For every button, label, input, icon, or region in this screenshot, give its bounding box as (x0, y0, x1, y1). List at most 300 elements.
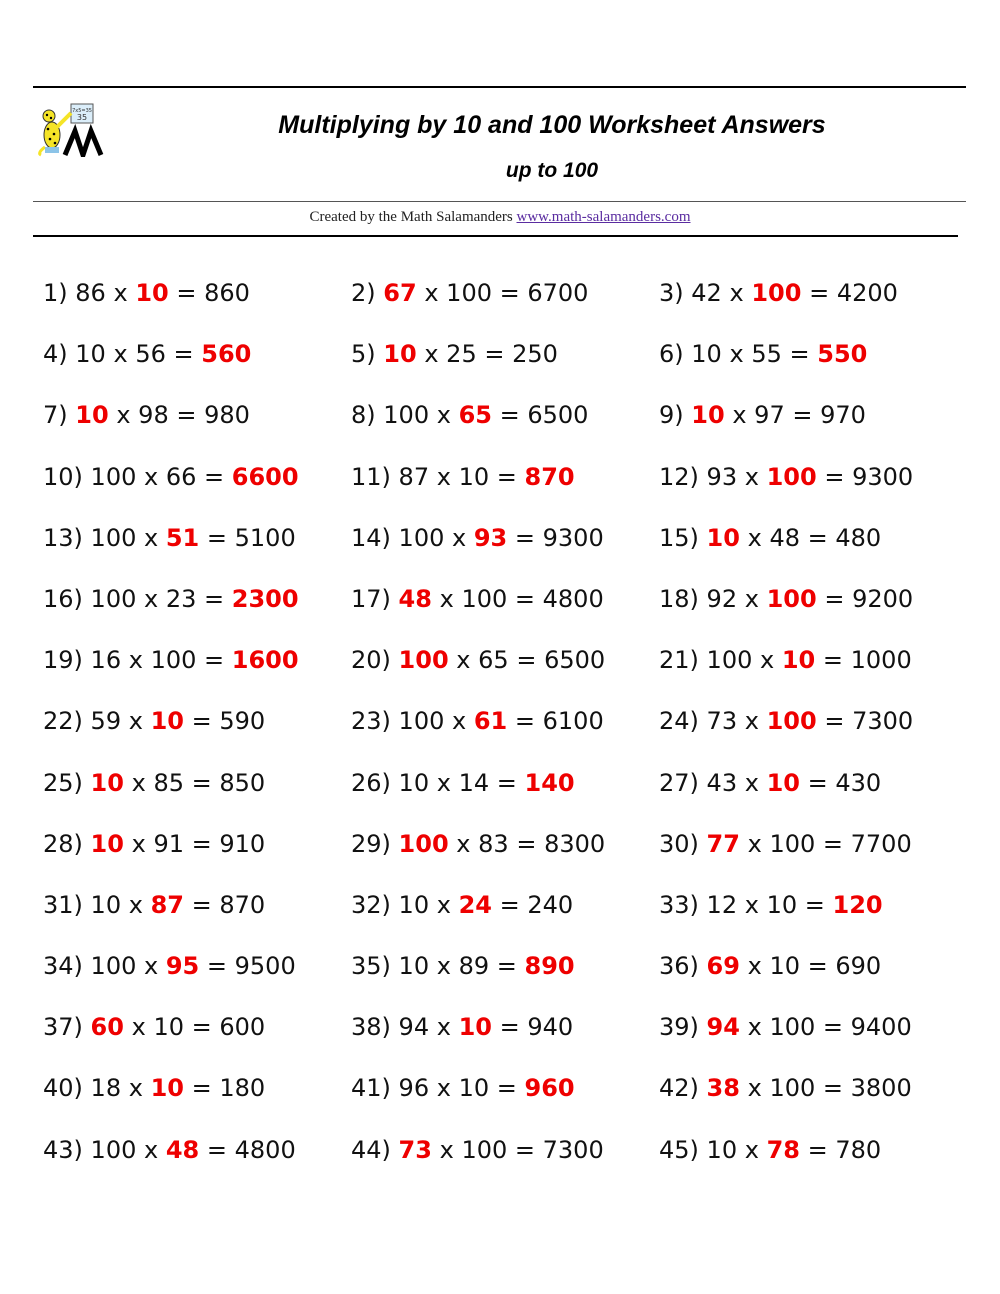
problem-number: 5) (351, 340, 376, 369)
operand-a: 10 (398, 952, 430, 981)
times-sign: x (131, 768, 146, 797)
problem-item (351, 1131, 659, 1192)
times-sign: x (744, 1135, 759, 1164)
operand-b-answer: 61 (473, 707, 508, 736)
operand-b-answer: 10 (781, 646, 816, 675)
product-answer: 1600 (231, 646, 299, 675)
product: 3800 (850, 1074, 912, 1103)
problem-item (43, 702, 351, 763)
problem-number: 38) (351, 1013, 391, 1042)
product: 4200 (836, 279, 898, 307)
equals-sign: = (824, 707, 845, 736)
equals-sign: = (176, 279, 197, 307)
problem-number: 24) (659, 707, 699, 736)
problem-item (351, 1008, 659, 1069)
equals-sign: = (204, 646, 225, 675)
problem-item (43, 825, 351, 886)
problem-number: 13) (43, 523, 83, 552)
product: 910 (219, 829, 266, 858)
operand-b: 66 (165, 462, 197, 491)
operand-a: 100 (398, 523, 445, 552)
problem-number: 41) (351, 1074, 391, 1103)
operand-b: 97 (754, 401, 785, 430)
operand-a-answer: 10 (90, 768, 124, 797)
times-sign: x (116, 401, 131, 430)
problem-number: 37) (43, 1013, 83, 1042)
operand-b: 100 (446, 279, 492, 307)
problem-item (43, 1131, 351, 1192)
problem-item (659, 947, 963, 1008)
problem-number: 3) (659, 279, 684, 307)
svg-text:7x5=35: 7x5=35 (72, 108, 92, 114)
equals-sign: = (499, 1013, 520, 1042)
problem-item (351, 519, 659, 580)
header-bottom-rule (33, 235, 958, 237)
problem-number: 1) (43, 279, 68, 307)
product: 9400 (850, 1013, 912, 1042)
operand-a: 100 (383, 401, 430, 430)
product: 870 (219, 890, 266, 919)
product-answer: 140 (524, 768, 575, 797)
operand-b: 91 (153, 829, 184, 858)
times-sign: x (436, 768, 451, 797)
times-sign: x (744, 584, 759, 613)
problem-item (351, 335, 659, 396)
problem-item (43, 641, 351, 702)
operand-b: 100 (461, 584, 508, 613)
times-sign: x (436, 462, 451, 491)
operand-b-answer: 93 (473, 523, 508, 552)
operand-a: 93 (706, 462, 738, 491)
problem-item (351, 396, 659, 457)
problem-item (43, 458, 351, 519)
product-answer: 120 (832, 890, 883, 919)
problem-item (659, 702, 963, 763)
product: 970 (820, 401, 866, 430)
equals-sign: = (514, 584, 535, 613)
operand-b-answer: 65 (458, 401, 492, 430)
equals-sign: = (514, 1135, 535, 1164)
problem-number: 9) (659, 401, 684, 430)
product: 690 (835, 952, 882, 981)
problem-item (351, 702, 659, 763)
equals-sign: = (191, 707, 212, 736)
problem-item (43, 886, 351, 947)
times-sign: x (729, 279, 744, 307)
problem-number: 14) (351, 523, 391, 552)
equals-sign: = (206, 952, 227, 981)
problem-item (43, 764, 351, 825)
times-sign: x (744, 890, 759, 919)
equals-sign: = (176, 401, 197, 430)
equals-sign: = (792, 401, 813, 430)
operand-a: 100 (90, 1135, 137, 1164)
problem-item (351, 458, 659, 519)
problem-number: 36) (659, 952, 699, 981)
operand-b-answer: 48 (165, 1135, 200, 1164)
operand-a-answer: 67 (383, 279, 417, 307)
problem-number: 10) (43, 462, 83, 491)
worksheet-title: Multiplying by 10 and 100 Worksheet Answers (278, 111, 826, 139)
operand-a: 12 (706, 890, 738, 919)
product: 9300 (852, 462, 914, 491)
times-sign: x (128, 890, 143, 919)
times-sign: x (747, 1013, 762, 1042)
operand-b-answer: 10 (150, 707, 184, 736)
problem-item (659, 1131, 963, 1192)
operand-b: 65 (478, 646, 509, 675)
svg-text:35: 35 (76, 113, 88, 122)
product: 860 (204, 279, 250, 307)
times-sign: x (113, 279, 128, 307)
equals-sign: = (484, 340, 505, 369)
problem-number: 17) (351, 584, 391, 613)
credit-text: Created by the Math Salamanders (309, 209, 517, 225)
times-sign: x (128, 1074, 143, 1103)
problem-item (351, 641, 659, 702)
operand-a-answer: 100 (398, 829, 449, 858)
problem-number: 25) (43, 768, 83, 797)
times-sign: x (456, 646, 471, 675)
product: 6700 (527, 279, 589, 307)
problem-number: 12) (659, 462, 699, 491)
problem-item (43, 1008, 351, 1069)
problem-number: 23) (351, 707, 391, 736)
problem-number: 15) (659, 523, 699, 552)
product: 6500 (544, 646, 606, 675)
times-sign: x (747, 952, 762, 981)
problem-item (351, 580, 659, 641)
problem-number: 4) (43, 340, 68, 369)
equals-sign: = (822, 646, 843, 675)
operand-a-answer: 73 (398, 1135, 432, 1164)
problem-number: 22) (43, 707, 83, 736)
times-sign: x (113, 340, 128, 369)
product: 9300 (542, 523, 604, 552)
operand-a: 10 (398, 768, 430, 797)
operand-b: 55 (751, 340, 782, 369)
operand-b-answer: 100 (766, 707, 817, 736)
equals-sign: = (496, 462, 517, 491)
times-sign: x (729, 340, 744, 369)
equals-sign: = (824, 462, 845, 491)
problem-item (659, 1069, 963, 1130)
problem-number: 31) (43, 890, 83, 919)
equals-sign: = (191, 890, 212, 919)
equals-sign: = (206, 1135, 227, 1164)
operand-a-answer: 69 (706, 952, 740, 981)
equals-sign: = (822, 1074, 843, 1103)
product: 5100 (234, 523, 296, 552)
operand-b-answer: 78 (766, 1135, 800, 1164)
product: 240 (527, 890, 574, 919)
problem-number: 42) (659, 1074, 699, 1103)
operand-a: 10 (90, 890, 122, 919)
product: 180 (219, 1074, 266, 1103)
problem-item (659, 764, 963, 825)
equals-sign: = (496, 768, 517, 797)
operand-b-answer: 10 (135, 279, 169, 307)
times-sign: x (131, 1013, 146, 1042)
problem-number: 6) (659, 340, 684, 369)
operand-a: 10 (691, 340, 722, 369)
operand-b: 25 (446, 340, 477, 369)
product: 850 (219, 768, 266, 797)
operand-a-answer: 10 (90, 829, 124, 858)
times-sign: x (436, 1074, 451, 1103)
operand-b-answer: 100 (751, 279, 802, 307)
product-answer: 550 (817, 340, 868, 369)
operand-a-answer: 10 (706, 523, 740, 552)
equals-sign: = (807, 1135, 828, 1164)
problem-number: 7) (43, 401, 68, 430)
equals-sign: = (496, 952, 517, 981)
operand-b: 100 (769, 829, 816, 858)
times-sign: x (747, 523, 762, 552)
equals-sign: = (206, 523, 227, 552)
equals-sign: = (191, 1013, 212, 1042)
problem-item (351, 947, 659, 1008)
problem-item (659, 396, 963, 457)
times-sign: x (439, 1135, 454, 1164)
equals-sign: = (173, 340, 194, 369)
equals-sign: = (804, 890, 825, 919)
equals-sign: = (822, 829, 843, 858)
operand-a: 86 (75, 279, 106, 307)
problem-item (351, 886, 659, 947)
operand-a-answer: 38 (706, 1074, 740, 1103)
times-sign: x (436, 890, 451, 919)
product: 9500 (234, 952, 296, 981)
problem-item (43, 519, 351, 580)
header-top-rule (33, 86, 966, 88)
times-sign: x (436, 1013, 451, 1042)
product: 7700 (850, 829, 912, 858)
credit-line (0, 209, 1000, 226)
operand-b: 85 (153, 768, 184, 797)
equals-sign: = (191, 768, 212, 797)
times-sign: x (131, 829, 146, 858)
operand-b: 10 (458, 1074, 490, 1103)
equals-sign: = (822, 1013, 843, 1042)
operand-a-answer: 10 (691, 401, 725, 430)
problem-number: 28) (43, 829, 83, 858)
operand-b-answer: 10 (150, 1074, 184, 1103)
times-sign: x (424, 279, 439, 307)
product: 6100 (542, 707, 604, 736)
product: 600 (219, 1013, 266, 1042)
problem-grid (43, 274, 963, 1192)
operand-b-answer: 24 (458, 890, 492, 919)
equals-sign: = (191, 829, 212, 858)
operand-a-answer: 94 (706, 1013, 740, 1042)
problem-number: 30) (659, 829, 699, 858)
product-answer: 890 (524, 952, 575, 981)
operand-b: 14 (458, 768, 490, 797)
problem-number: 34) (43, 952, 83, 981)
problem-item (43, 947, 351, 1008)
problem-number: 20) (351, 646, 391, 675)
product: 780 (835, 1135, 882, 1164)
header-middle-rule (33, 201, 966, 202)
problem-number: 43) (43, 1135, 83, 1164)
operand-a: 16 (90, 646, 122, 675)
operand-a-answer: 10 (383, 340, 417, 369)
worksheet-subtitle: up to 100 (505, 159, 599, 182)
problem-number: 27) (659, 768, 699, 797)
operand-b-answer: 10 (458, 1013, 492, 1042)
problem-item (351, 825, 659, 886)
problem-number: 2) (351, 279, 376, 307)
problem-number: 11) (351, 462, 391, 491)
equals-sign: = (807, 523, 828, 552)
problem-item (351, 764, 659, 825)
product: 8300 (544, 829, 606, 858)
product: 9200 (852, 584, 914, 613)
equals-sign: = (824, 584, 845, 613)
times-sign: x (760, 646, 775, 675)
product: 7300 (852, 707, 914, 736)
problem-number: 29) (351, 829, 391, 858)
equals-sign: = (204, 584, 225, 613)
equals-sign: = (499, 279, 520, 307)
product: 480 (835, 523, 882, 552)
times-sign: x (144, 584, 159, 613)
product-answer: 6600 (231, 462, 299, 491)
product: 4800 (542, 584, 604, 613)
operand-a: 96 (398, 1074, 430, 1103)
operand-a-answer: 60 (90, 1013, 124, 1042)
times-sign: x (144, 523, 159, 552)
problem-item (43, 1069, 351, 1130)
times-sign: x (747, 829, 762, 858)
operand-b-answer: 87 (150, 890, 184, 919)
operand-a: 100 (398, 707, 445, 736)
operand-a: 73 (706, 707, 738, 736)
operand-a: 100 (90, 523, 137, 552)
operand-a: 59 (90, 707, 122, 736)
product: 1000 (850, 646, 912, 675)
problem-item (43, 396, 351, 457)
problem-number: 8) (351, 401, 376, 430)
operand-b: 56 (135, 340, 166, 369)
equals-sign: = (496, 1074, 517, 1103)
operand-a: 18 (90, 1074, 122, 1103)
equals-sign: = (516, 646, 537, 675)
problem-number: 26) (351, 768, 391, 797)
product-answer: 870 (524, 462, 575, 491)
operand-a: 42 (691, 279, 722, 307)
times-sign: x (744, 707, 759, 736)
problem-number: 44) (351, 1135, 391, 1164)
times-sign: x (128, 707, 143, 736)
problem-item (659, 886, 963, 947)
equals-sign: = (807, 768, 828, 797)
problem-item (351, 274, 659, 335)
operand-b: 83 (478, 829, 509, 858)
operand-a: 100 (90, 584, 137, 613)
problem-item (659, 519, 963, 580)
operand-b: 10 (153, 1013, 184, 1042)
times-sign: x (456, 829, 471, 858)
equals-sign: = (499, 401, 520, 430)
times-sign: x (436, 952, 451, 981)
operand-a-answer: 77 (706, 829, 740, 858)
problem-item (43, 335, 351, 396)
problem-item (659, 458, 963, 519)
problem-number: 16) (43, 584, 83, 613)
equals-sign: = (514, 707, 535, 736)
times-sign: x (424, 340, 439, 369)
product: 590 (219, 707, 266, 736)
problem-item (659, 274, 963, 335)
problem-item (43, 274, 351, 335)
operand-a-answer: 10 (75, 401, 109, 430)
website-link[interactable]: www.math-salamanders.com (516, 209, 691, 225)
problem-item (659, 335, 963, 396)
problem-number: 39) (659, 1013, 699, 1042)
product-answer: 960 (524, 1074, 575, 1103)
operand-a: 94 (398, 1013, 430, 1042)
operand-b: 10 (766, 890, 798, 919)
operand-a: 100 (706, 646, 753, 675)
times-sign: x (144, 952, 159, 981)
operand-b: 10 (769, 952, 800, 981)
problem-item (351, 1069, 659, 1130)
problem-number: 32) (351, 890, 391, 919)
product: 940 (527, 1013, 574, 1042)
operand-a: 10 (706, 1135, 738, 1164)
operand-b: 100 (769, 1074, 816, 1103)
problem-number: 40) (43, 1074, 83, 1103)
problem-item (659, 641, 963, 702)
equals-sign: = (789, 340, 810, 369)
product-answer: 2300 (231, 584, 299, 613)
problem-item (659, 580, 963, 641)
times-sign: x (452, 707, 467, 736)
product: 430 (835, 768, 882, 797)
times-sign: x (452, 523, 467, 552)
equals-sign: = (516, 829, 537, 858)
operand-b: 100 (461, 1135, 508, 1164)
equals-sign: = (807, 952, 828, 981)
product: 4800 (234, 1135, 296, 1164)
product: 6500 (527, 401, 589, 430)
operand-b: 100 (769, 1013, 816, 1042)
equals-sign: = (191, 1074, 212, 1103)
times-sign: x (144, 1135, 159, 1164)
operand-b-answer: 95 (165, 952, 200, 981)
equals-sign: = (514, 523, 535, 552)
equals-sign: = (499, 890, 520, 919)
times-sign: x (744, 462, 759, 491)
product: 980 (204, 401, 250, 430)
times-sign: x (439, 584, 454, 613)
operand-a-answer: 100 (398, 646, 449, 675)
problem-number: 33) (659, 890, 699, 919)
product: 7300 (542, 1135, 604, 1164)
problem-item (659, 825, 963, 886)
problem-number: 45) (659, 1135, 699, 1164)
product-answer: 560 (201, 340, 252, 369)
operand-b: 98 (138, 401, 169, 430)
problem-item (659, 1008, 963, 1069)
times-sign: x (436, 401, 451, 430)
times-sign: x (144, 462, 159, 491)
operand-b-answer: 100 (766, 584, 817, 613)
problem-number: 18) (659, 584, 699, 613)
operand-a: 100 (90, 462, 137, 491)
